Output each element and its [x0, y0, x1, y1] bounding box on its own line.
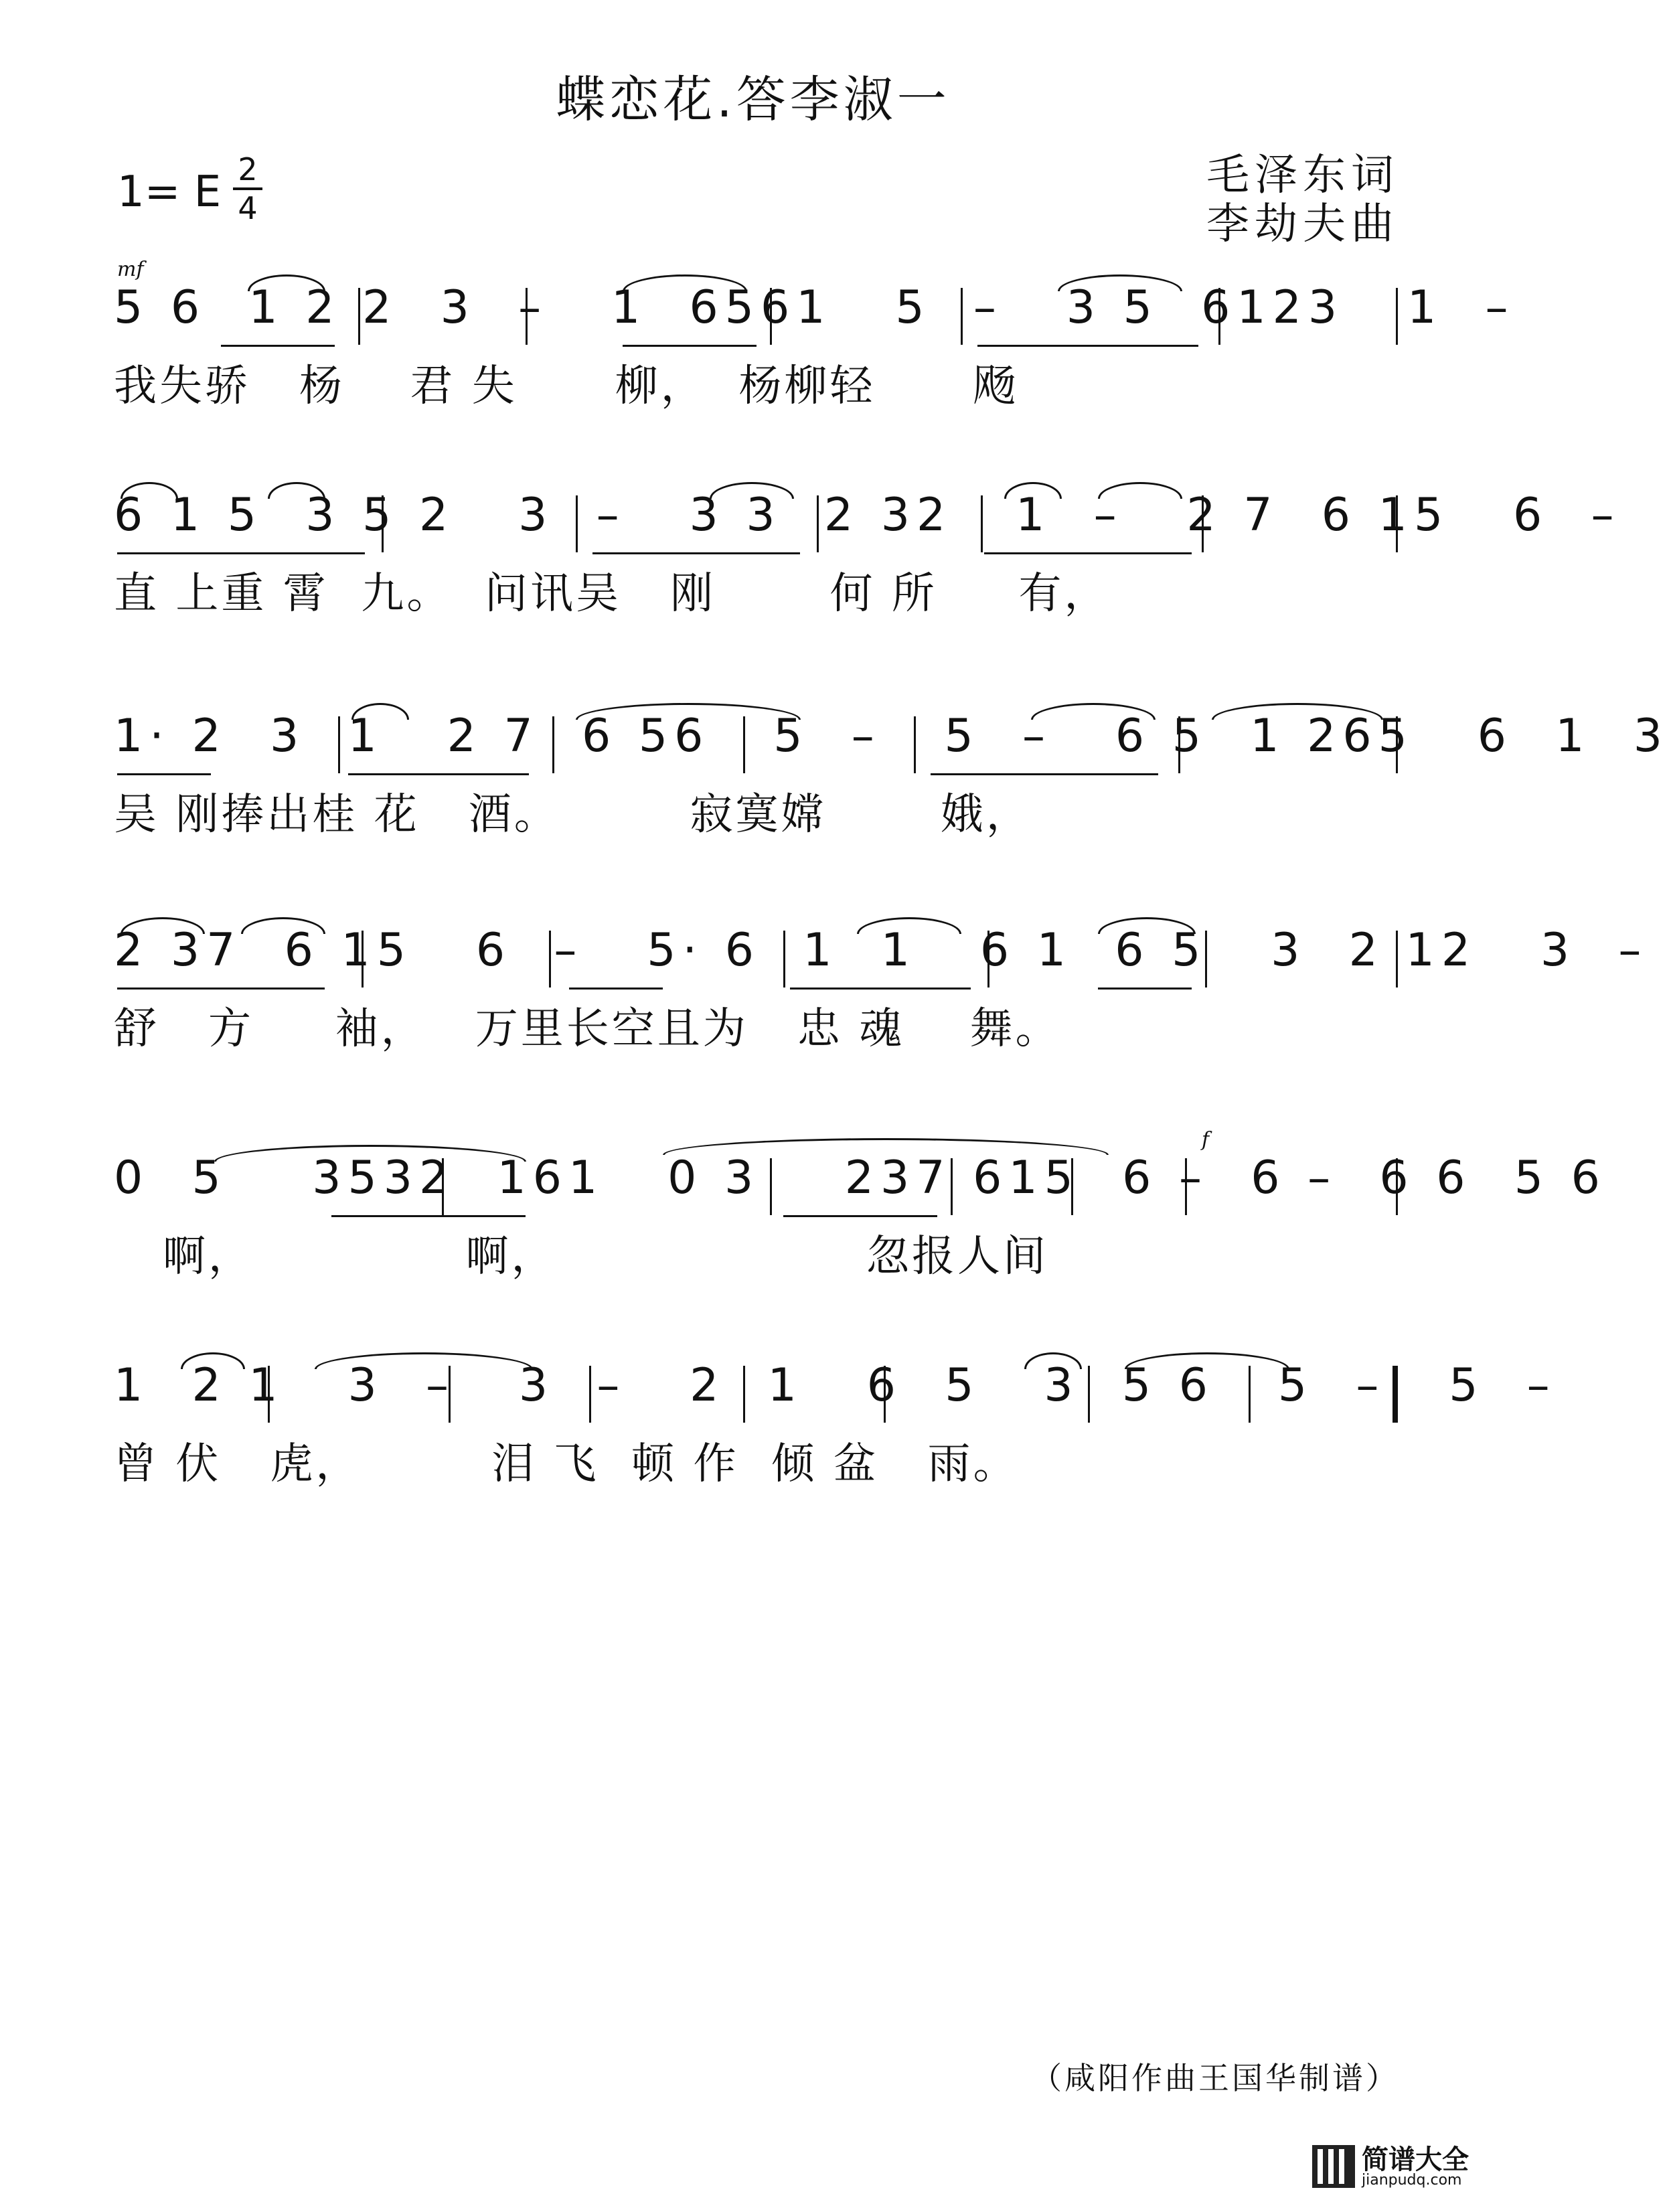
- score-line-4: [0, 897, 1648, 1071]
- score-line-2: [0, 462, 1621, 636]
- lyricist-credit: 毛泽东词: [1206, 151, 1399, 200]
- score-line-5: [0, 1125, 1607, 1299]
- composer-credit: 李劫夫曲: [1206, 200, 1399, 249]
- lyrics: 吴 刚捧出桂 花 酒。 寂寞嫦 娥，: [114, 790, 1032, 840]
- key-signature: 1= E: [117, 167, 222, 217]
- page-title: 蝶恋花.答李淑一: [556, 71, 951, 129]
- notes: 2 37 6 15 6 – 5· 6 1 1 6 1 6 5 3 2 12 3 –: [114, 924, 1648, 977]
- dynamic-mark: mf: [117, 258, 144, 281]
- time-signature: [233, 153, 262, 225]
- notes: 1· 2 3 1 2 7 6 56 5 – 5 – 6 5 1 265 6 1 3: [114, 710, 1669, 763]
- notes: 1 2 1 3 – 3 – 2 1 6 5 3 5 6 5 – 5 –: [114, 1359, 1557, 1412]
- lyrics: 直 上重 霄 九。 问讯吴 刚 何 所 有，: [114, 569, 1110, 619]
- lyrics: 啊， 啊， 忽报人间: [114, 1232, 1049, 1281]
- dynamic-mark: f: [1202, 1128, 1210, 1152]
- lyrics: 我失骄 杨 君 失 柳， 杨柳轻 飏: [114, 362, 1019, 411]
- notes: 0 5 3532 161 0 3 237 615 6 – 6 – 6 6 5 6: [114, 1152, 1607, 1204]
- piano-keys-icon: [1312, 2145, 1355, 2188]
- lyrics: 舒 方 袖， 万里长空且为 忠 魂 舞。: [114, 1004, 1061, 1054]
- transcriber-credit: （咸阳作曲王国华制谱）: [1031, 2060, 1399, 2096]
- lyrics: 曾 伏 虎， 泪 飞 顿 作 倾 盆 雨。: [114, 1439, 1019, 1489]
- score-line-1: [0, 254, 1515, 428]
- logo-url: jianpudq.com: [1362, 2172, 1462, 2189]
- time-signature-bottom: 4: [238, 190, 258, 226]
- score-line-6: [0, 1332, 1557, 1506]
- time-signature-top: 2: [238, 151, 258, 187]
- notes: 6 1 5 3 5 2 3 – 3 3 2 32 1 – 2 7 6 15 6 –: [114, 489, 1621, 542]
- score-line-3: [0, 683, 1669, 857]
- site-logo: [1312, 2138, 1486, 2199]
- logo-name: 简谱大全: [1362, 2144, 1469, 2175]
- notes: 5 6 1 2 2 3 – 1 6561 5 – 3 5 6123 1 –: [114, 281, 1515, 334]
